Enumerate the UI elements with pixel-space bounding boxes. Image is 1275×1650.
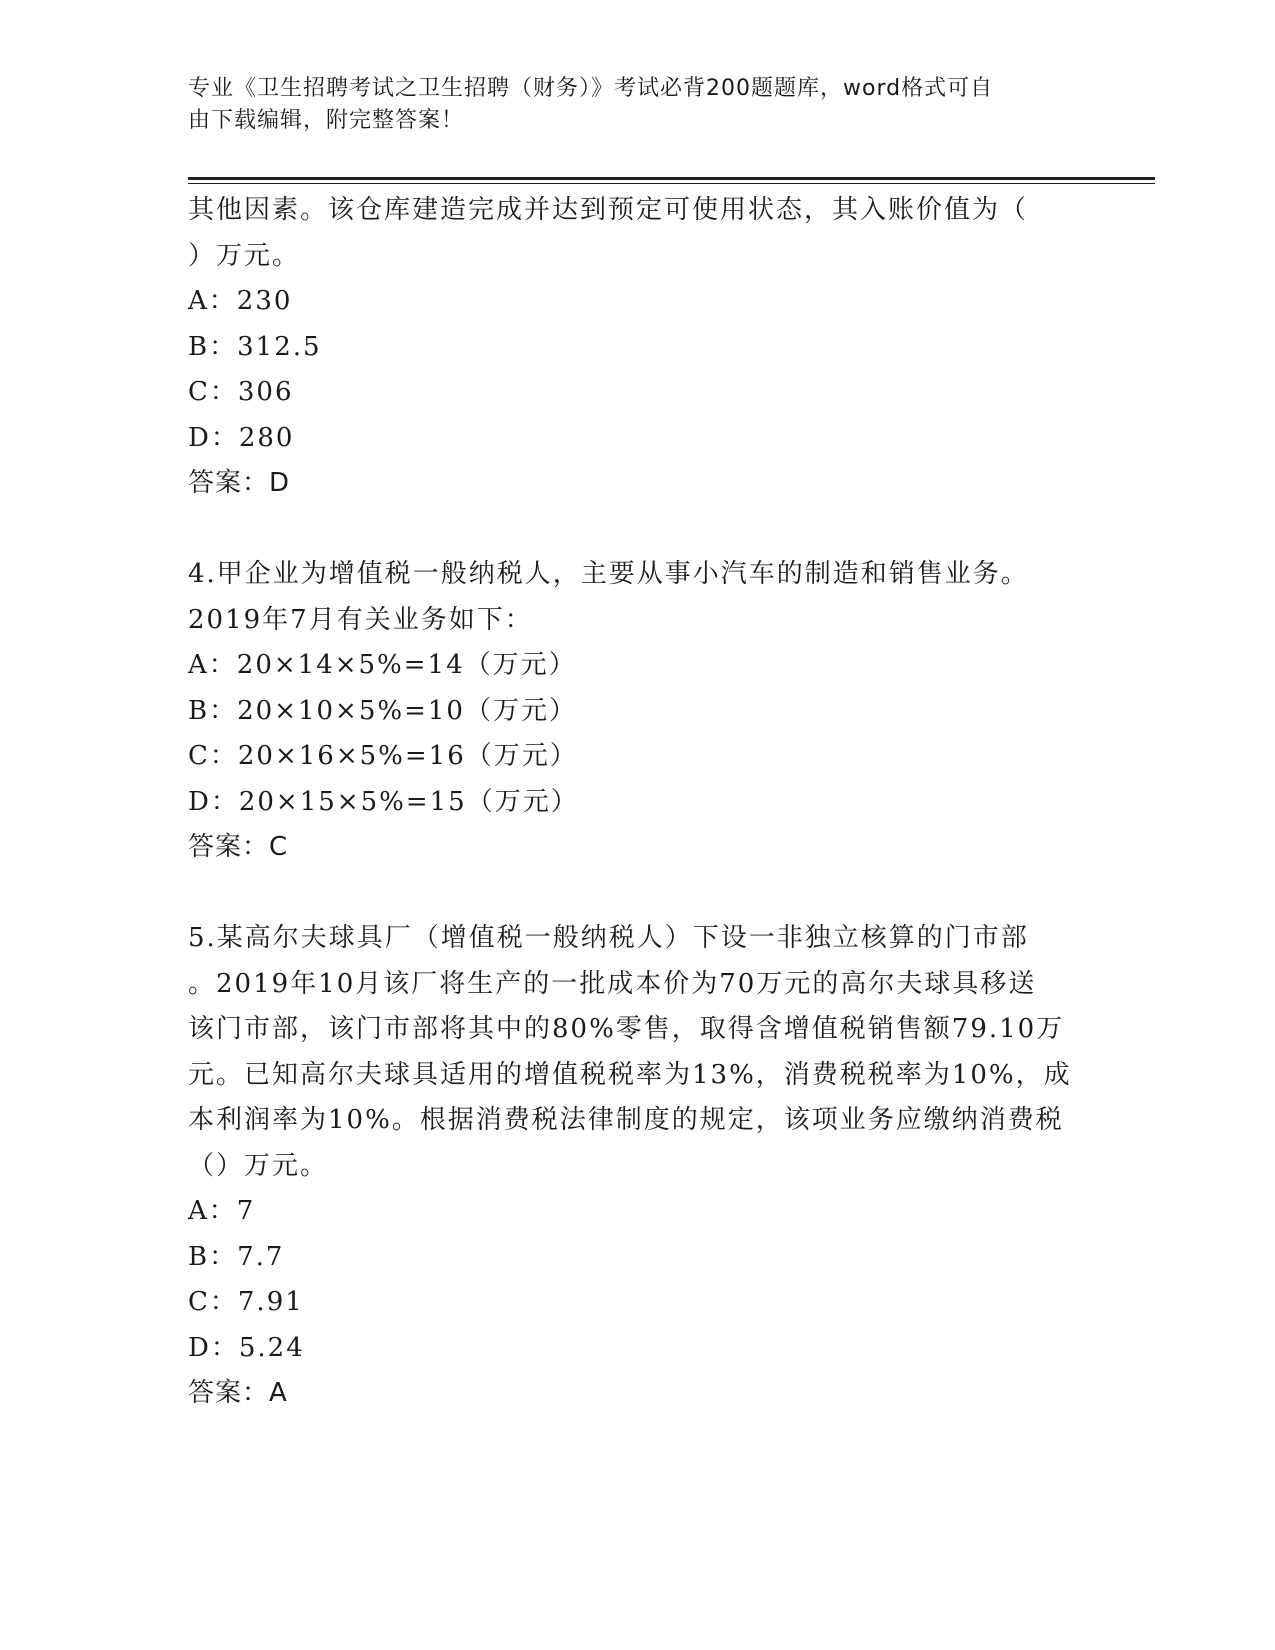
- question-stem-line: 元。已知高尔夫球具适用的增值税税率为13%，消费税税率为10%，成: [188, 1059, 1072, 1090]
- option-d: D：5.24: [188, 1332, 305, 1363]
- question-stem-line: ）万元。: [188, 240, 301, 271]
- header-line-1: 专业《卫生招聘考试之卫生招聘（财务）》考试必背200题题库，word格式可自: [188, 76, 994, 101]
- question-stem-line: 4.甲企业为增值税一般纳税人，主要从事小汽车的制造和销售业务。: [188, 559, 1029, 589]
- question-spacer: [188, 507, 1088, 553]
- option-b: B：20×10×5%=10（万元）: [188, 695, 577, 726]
- option-b: B：312.5: [188, 331, 322, 362]
- answer-label: 答案：C: [188, 832, 289, 862]
- question-stem-line: 该门市部，该门市部将其中的80%零售，取得含增值税销售额79.10万: [188, 1014, 1065, 1044]
- question-list: [188, 188, 1088, 1417]
- question-stem-line: （）万元。: [188, 1150, 329, 1181]
- question-stem-line: 其他因素。该仓库建造完成并达到预定可使用状态，其入账价值为（: [188, 195, 1029, 225]
- option-c: C：7.91: [188, 1287, 304, 1317]
- header-divider-thick: [188, 177, 1155, 180]
- question-spacer: [188, 871, 1088, 917]
- question-5: [188, 916, 1088, 1417]
- option-d: D：280: [188, 422, 295, 453]
- question-4: [188, 552, 1088, 871]
- document-header: [188, 73, 1078, 137]
- option-c: C：306: [188, 377, 294, 407]
- question-stem-line: 。2019年10月该厂将生产的一批成本价为70万元的高尔夫球具移送: [188, 968, 1037, 999]
- option-a: A：20×14×5%=14（万元）: [188, 650, 577, 680]
- option-d: D：20×15×5%=15（万元）: [188, 786, 579, 817]
- option-b: B：7.7: [188, 1241, 285, 1272]
- question-stem-line: 5.某高尔夫球具厂（增值税一般纳税人）下设一非独立核算的门市部: [188, 923, 1029, 953]
- question-stem-line: 本利润率为10%。根据消费税法律制度的规定，该项业务应缴纳消费税: [188, 1105, 1064, 1135]
- option-a: A：230: [188, 286, 293, 316]
- option-a: A：7: [188, 1196, 256, 1226]
- question-stem-line: 2019年7月有关业务如下：: [188, 604, 533, 635]
- option-c: C：20×16×5%=16（万元）: [188, 741, 578, 771]
- answer-label: 答案：D: [188, 468, 291, 498]
- answer-label: 答案：A: [188, 1378, 288, 1408]
- header-divider-thin: [188, 183, 1155, 184]
- header-line-2: 由下载编辑，附完整答案！: [188, 108, 465, 133]
- question-3: [188, 188, 1088, 507]
